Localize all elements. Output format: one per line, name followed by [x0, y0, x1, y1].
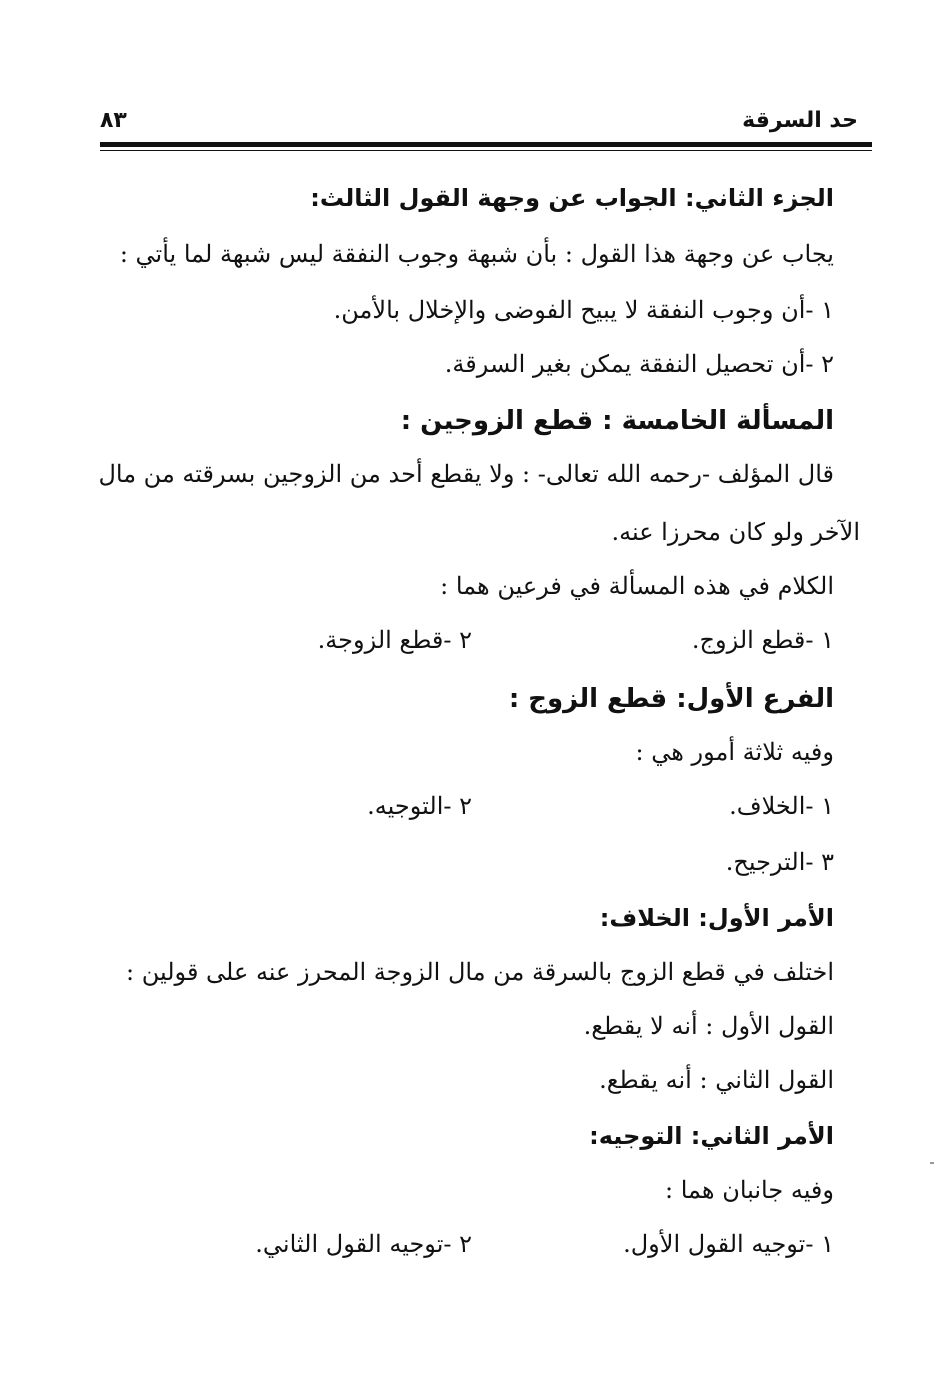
aspect-item-2: ٢ -توجيه القول الثاني. [255, 1230, 472, 1258]
running-header-title: حد السرقة [742, 108, 858, 133]
branch-heading-one: الفرع الأول: قطع الزوج : [508, 684, 834, 714]
matter-heading-two: الأمر الثاني: التوجيه: [589, 1122, 834, 1150]
matter-item-1: ١ -الخلاف. [729, 792, 834, 820]
issue-heading-five: المسألة الخامسة : قطع الزوجين : [400, 406, 834, 436]
page-number: ٨٣ [100, 108, 127, 133]
list-item-1: ١ -أن وجوب النفقة لا يبيح الفوضى والإخلال بالأمن. [333, 296, 834, 324]
matter-item-2: ٢ -التوجيه. [367, 792, 472, 820]
branch-item-1: ١ -قطع الزوج. [691, 626, 834, 654]
paragraph-disagreement: اختلف في قطع الزوج بالسرقة من مال الزوجة المحرز عنه على قولين : [126, 958, 834, 986]
paragraph-answer: يجاب عن وجهة هذا القول : بأن شبهة وجوب النفقة ليس شبهة لما يأتي : [119, 240, 834, 268]
author-quote-line-1: قال المؤلف -رحمه الله تعالى- : ولا يقطع أحد من الزوجين بسرقته من مال [98, 460, 834, 488]
paragraph-two-aspects: وفيه جانبان هما : [665, 1176, 834, 1204]
list-item-2: ٢ -أن تحصيل النفقة يمكن بغير السرقة. [444, 350, 834, 378]
aspect-item-1: ١ -توجيه القول الأول. [623, 1230, 834, 1258]
matter-heading-one: الأمر الأول: الخلاف: [599, 904, 834, 932]
branch-item-2: ٢ -قطع الزوجة. [317, 626, 472, 654]
opinion-one: القول الأول : أنه لا يقطع. [583, 1012, 834, 1040]
matter-item-3: ٣ -الترجيح. [725, 848, 834, 876]
opinion-two: القول الثاني : أنه يقطع. [599, 1066, 834, 1094]
header-rule-thin [100, 150, 872, 151]
paragraph-three-matters: وفيه ثلاثة أمور هي : [635, 738, 834, 766]
section-heading-part-two: الجزء الثاني: الجواب عن وجهة القول الثالث: [310, 184, 834, 212]
author-quote-line-2: الآخر ولو كان محرزا عنه. [611, 518, 860, 546]
scan-speck [930, 1162, 934, 1164]
paragraph-two-branches: الكلام في هذه المسألة في فرعين هما : [440, 572, 834, 600]
header-rule-thick [100, 142, 872, 147]
